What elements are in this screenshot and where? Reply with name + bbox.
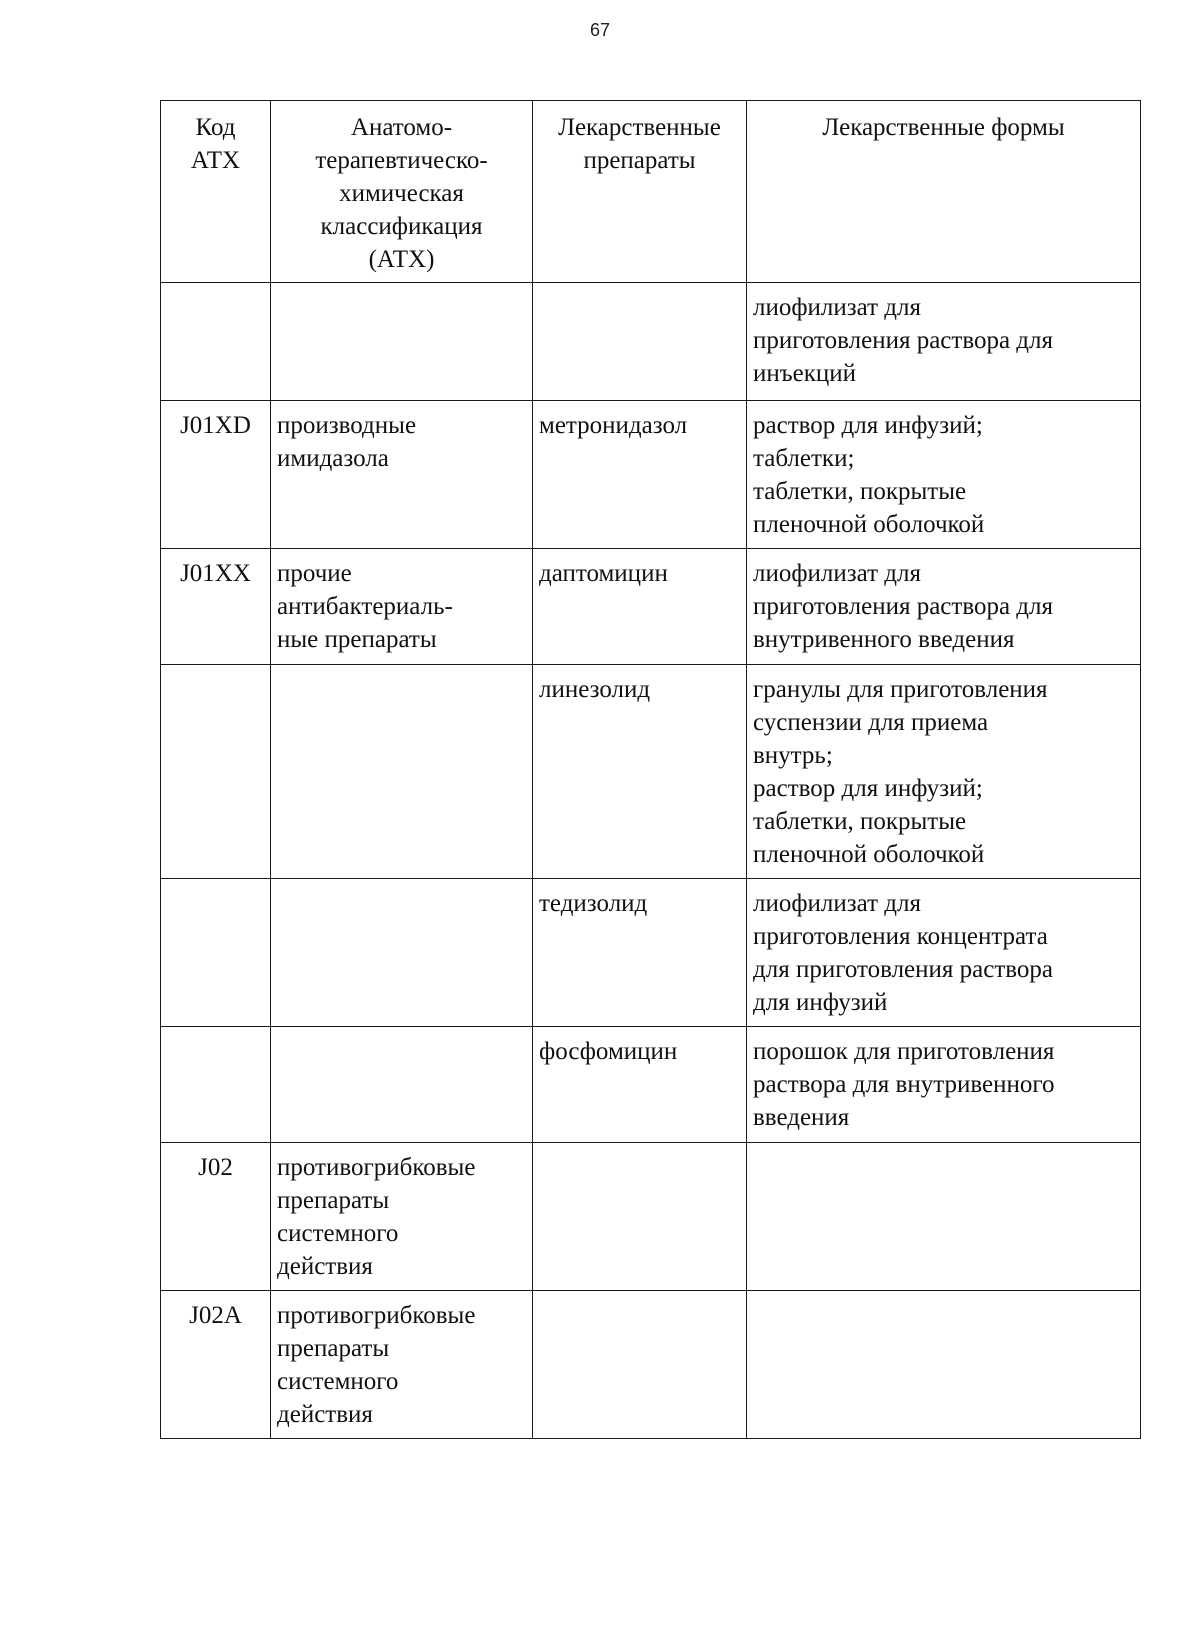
header-classification: Анатомо- терапевтическо- химическая классификация (АТХ) <box>271 101 533 283</box>
cell-forms: лиофилизат для приготовления концентрата для приготовления раствора для инфузий <box>747 879 1141 1027</box>
cell-drug: фосфомицин <box>533 1027 747 1143</box>
cell-drug <box>533 283 747 401</box>
table-row <box>161 283 1141 401</box>
table-row <box>161 1143 1141 1291</box>
table-row <box>161 401 1141 549</box>
cell-classification <box>271 1027 533 1143</box>
cell-code: J02A <box>161 1291 271 1439</box>
cell-classification: противогрибковые препараты системного действия <box>271 1291 533 1439</box>
cell-drug: тедизолид <box>533 879 747 1027</box>
cell-classification <box>271 879 533 1027</box>
cell-forms <box>747 1143 1141 1291</box>
cell-code <box>161 283 271 401</box>
cell-drug <box>533 1143 747 1291</box>
cell-forms: раствор для инфузий; таблетки; таблетки, покрытые пленочной оболочкой <box>747 401 1141 549</box>
cell-forms <box>747 1291 1141 1439</box>
cell-drug <box>533 1291 747 1439</box>
cell-classification <box>271 665 533 879</box>
cell-classification <box>271 283 533 401</box>
header-forms: Лекарственные формы <box>747 101 1141 283</box>
atx-classification-table <box>160 100 1141 1439</box>
cell-code: J02 <box>161 1143 271 1291</box>
table-header-row <box>161 101 1141 283</box>
table-row <box>161 549 1141 665</box>
table-row <box>161 1027 1141 1143</box>
cell-forms: лиофилизат для приготовления раствора для внутривенного введения <box>747 549 1141 665</box>
cell-drug: метронидазол <box>533 401 747 549</box>
cell-forms: порошок для приготовления раствора для внутривенного введения <box>747 1027 1141 1143</box>
table-row <box>161 879 1141 1027</box>
table-row <box>161 665 1141 879</box>
cell-forms: лиофилизат для приготовления раствора для инъекций <box>747 283 1141 401</box>
cell-code: J01XX <box>161 549 271 665</box>
cell-code <box>161 879 271 1027</box>
cell-forms: гранулы для приготовления суспензии для приема внутрь; раствор для инфузий; таблетки, покрытые пленочной оболочкой <box>747 665 1141 879</box>
page-number: 67 <box>589 20 611 40</box>
cell-classification: прочие антибактериаль- ные препараты <box>271 549 533 665</box>
cell-drug: линезолид <box>533 665 747 879</box>
header-code: Код АТХ <box>161 101 271 283</box>
header-drugs: Лекарственные препараты <box>533 101 747 283</box>
cell-code: J01XD <box>161 401 271 549</box>
cell-classification: производные имидазола <box>271 401 533 549</box>
cell-code <box>161 1027 271 1143</box>
table-row <box>161 1291 1141 1439</box>
cell-code <box>161 665 271 879</box>
cell-drug: даптомицин <box>533 549 747 665</box>
cell-classification: противогрибковые препараты системного действия <box>271 1143 533 1291</box>
